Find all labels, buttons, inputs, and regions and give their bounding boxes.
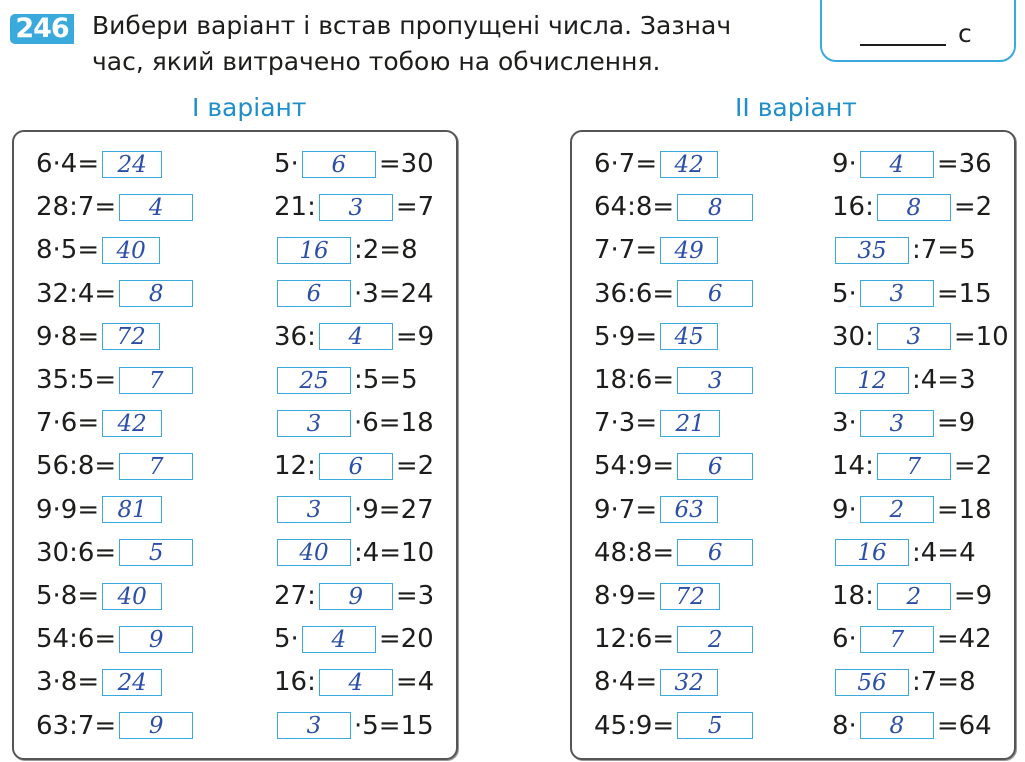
equation-suffix: ·5=15	[354, 710, 434, 741]
equation-prefix: 14:	[832, 451, 874, 482]
equation-prefix: 5·9=	[594, 321, 658, 352]
equation-prefix: 5·8=	[36, 581, 100, 611]
equation-row	[36, 621, 196, 657]
equation-prefix: 32:4=	[36, 278, 117, 309]
equation-row	[274, 319, 434, 355]
equation-row	[594, 448, 756, 484]
equation-row	[832, 708, 992, 744]
answer-box[interactable]: 4	[302, 626, 376, 653]
equation-row	[594, 232, 721, 268]
equation-row	[594, 621, 756, 657]
answer-box[interactable]: 24	[102, 151, 162, 178]
answer-box[interactable]: 56	[835, 669, 909, 696]
answer-box[interactable]: 4	[860, 151, 934, 178]
equation-row	[832, 362, 976, 398]
equation-suffix: =30	[378, 149, 434, 179]
equation-prefix: 9·9=	[36, 494, 100, 525]
answer-box[interactable]: 72	[660, 583, 720, 610]
equation-row	[36, 405, 165, 441]
equation-row	[594, 276, 756, 312]
equation-row	[274, 708, 434, 744]
equation-suffix: =9	[953, 581, 993, 611]
equation-prefix: 18:6=	[594, 365, 675, 395]
equation-row	[832, 448, 992, 484]
equation-row	[832, 189, 992, 225]
answer-box[interactable]: 4	[319, 669, 393, 696]
equation-row	[832, 664, 976, 700]
answer-box[interactable]: 35	[835, 237, 909, 264]
equation-suffix: :7=5	[912, 235, 976, 266]
answer-box[interactable]: 3	[277, 712, 351, 739]
answer-box[interactable]: 7	[860, 626, 934, 653]
equation-prefix: 21:	[274, 192, 316, 223]
equation-prefix: 27:	[274, 581, 316, 611]
equation-row	[832, 405, 975, 441]
answer-box[interactable]: 24	[102, 669, 162, 696]
answer-box[interactable]: 63	[660, 496, 718, 523]
answer-box[interactable]: 12	[835, 367, 909, 394]
equation-prefix: 8·5=	[36, 235, 100, 266]
equation-prefix: 7·3=	[594, 408, 658, 439]
equation-row	[594, 535, 756, 571]
answer-box[interactable]: 5	[119, 539, 193, 566]
task-number-badge: 246	[10, 14, 74, 44]
equation-suffix: =2	[953, 192, 993, 223]
equation-row	[36, 189, 196, 225]
equation-row	[594, 362, 756, 398]
answer-box[interactable]: 32	[660, 669, 718, 696]
answer-box[interactable]: 72	[102, 323, 160, 350]
answer-box[interactable]: 6	[677, 453, 753, 480]
equation-suffix: :4=10	[354, 537, 435, 568]
equation-prefix: 6·	[832, 624, 857, 655]
answer-box[interactable]: 45	[660, 323, 718, 350]
equation-prefix: 7·7=	[594, 235, 658, 266]
answer-box[interactable]: 16	[277, 237, 351, 264]
equation-prefix: 48:8=	[594, 537, 675, 568]
equation-prefix: 6·7=	[594, 149, 658, 179]
equation-prefix: 54:9=	[594, 451, 675, 482]
instruction-line-2: час, який витрачено тобою на обчислення.	[92, 47, 661, 76]
equation-prefix: 35:5=	[36, 365, 117, 395]
equation-row	[274, 492, 434, 528]
equation-suffix: :4=3	[912, 365, 976, 395]
equation-prefix: 9·8=	[36, 321, 100, 352]
equation-prefix: 9·	[832, 494, 857, 525]
equation-prefix: 36:	[274, 321, 316, 352]
equation-row	[36, 319, 163, 355]
answer-box[interactable]: 4	[319, 323, 393, 350]
equation-prefix: 30:	[832, 321, 874, 352]
equation-prefix: 5·	[274, 624, 299, 655]
equation-suffix: =7	[395, 192, 435, 223]
equation-prefix: 56:8=	[36, 451, 117, 482]
variant-2-panel	[570, 130, 1016, 760]
answer-box[interactable]: 3	[677, 367, 753, 394]
answer-box[interactable]: 3	[277, 410, 351, 437]
equation-row	[832, 276, 992, 312]
equation-prefix: 54:6=	[36, 624, 117, 655]
equation-row	[594, 405, 723, 441]
equation-suffix: ·6=18	[354, 408, 434, 439]
equation-row	[594, 146, 721, 182]
answer-box[interactable]: 3	[877, 323, 951, 350]
answer-box[interactable]: 9	[119, 712, 193, 739]
time-entry-line[interactable]	[860, 44, 946, 46]
answer-box[interactable]: 8	[860, 712, 934, 739]
equation-prefix: 12:	[274, 451, 316, 482]
equation-prefix: 5·	[832, 278, 857, 309]
equation-suffix: =9	[936, 408, 976, 439]
answer-box[interactable]: 6	[677, 539, 753, 566]
equation-row	[274, 276, 434, 312]
equation-prefix: 28:7=	[36, 192, 117, 223]
equation-prefix: 16:	[832, 192, 874, 223]
answer-box[interactable]: 42	[102, 410, 162, 437]
equation-row	[36, 448, 196, 484]
equation-suffix: =42	[936, 624, 992, 655]
equation-row	[832, 535, 976, 571]
equation-row	[274, 405, 434, 441]
equation-prefix: 6·4=	[36, 149, 100, 179]
answer-box[interactable]: 40	[102, 237, 160, 264]
equation-row	[832, 319, 1009, 355]
answer-box[interactable]: 5	[677, 712, 753, 739]
equation-suffix: ·9=27	[354, 494, 434, 525]
equation-prefix: 45:9=	[594, 710, 675, 741]
equation-prefix: 63:7=	[36, 710, 117, 741]
equation-row	[36, 664, 165, 700]
equation-prefix: 36:6=	[594, 278, 675, 309]
equation-row	[36, 708, 196, 744]
equation-row	[594, 664, 721, 700]
equation-suffix: :2=8	[354, 235, 418, 266]
equation-row	[36, 362, 196, 398]
equation-row	[274, 448, 434, 484]
answer-box[interactable]: 8	[677, 194, 753, 221]
equation-prefix: 8·	[832, 710, 857, 741]
answer-box[interactable]: 16	[835, 539, 909, 566]
variant-2-title: ІІ варіант	[735, 93, 857, 122]
equation-row	[274, 535, 434, 571]
equation-row	[594, 578, 723, 614]
task-instruction	[92, 8, 792, 80]
answer-box[interactable]: 9	[319, 583, 393, 610]
equation-suffix: =36	[936, 149, 992, 179]
equation-prefix: 7·6=	[36, 408, 100, 439]
answer-box[interactable]: 3	[319, 194, 393, 221]
equation-suffix: =9	[395, 321, 435, 352]
answer-box[interactable]: 25	[277, 367, 351, 394]
equation-prefix: 30:6=	[36, 537, 117, 568]
answer-box[interactable]: 2	[860, 496, 934, 523]
equation-row	[274, 232, 418, 268]
answer-box[interactable]: 81	[102, 496, 162, 523]
answer-box[interactable]: 21	[660, 410, 720, 437]
equation-row	[832, 578, 992, 614]
equation-row	[594, 319, 721, 355]
equation-prefix: 9·	[832, 149, 857, 179]
answer-box[interactable]: 8	[877, 194, 951, 221]
equation-suffix: =64	[936, 710, 992, 741]
time-unit-label: с	[958, 19, 972, 48]
equation-row	[36, 535, 196, 571]
equation-row	[832, 232, 976, 268]
equation-row	[36, 232, 163, 268]
equation-suffix: :7=8	[912, 667, 976, 698]
variant-1-panel	[12, 130, 458, 760]
answer-box[interactable]: 2	[877, 583, 951, 610]
time-entry-box	[820, 0, 1016, 62]
equation-suffix: =2	[953, 451, 993, 482]
equation-suffix: =15	[936, 278, 992, 309]
answer-box[interactable]: 3	[860, 410, 934, 437]
equation-prefix: 3·8=	[36, 667, 100, 698]
answer-box[interactable]: 6	[302, 151, 376, 178]
equation-prefix: 18:	[832, 581, 874, 611]
equation-suffix: :4=4	[912, 537, 976, 568]
answer-box[interactable]: 40	[102, 583, 162, 610]
equation-row	[36, 276, 196, 312]
equation-prefix: 3·	[832, 408, 857, 439]
equation-row	[594, 189, 756, 225]
answer-box[interactable]: 3	[277, 496, 351, 523]
variant-1-title: І варіант	[192, 93, 307, 122]
answer-box[interactable]: 40	[277, 539, 351, 566]
equation-row	[832, 146, 992, 182]
answer-box[interactable]: 7	[877, 453, 951, 480]
answer-box[interactable]: 49	[660, 237, 718, 264]
instruction-line-1: Вибери варіант і встав пропущені числа. Зазнач	[92, 11, 732, 40]
equation-row	[36, 146, 165, 182]
equation-prefix: 8·4=	[594, 667, 658, 698]
answer-box[interactable]: 6	[319, 453, 393, 480]
equation-prefix: 12:6=	[594, 624, 675, 655]
equation-suffix: ·3=24	[354, 278, 434, 309]
answer-box[interactable]: 42	[660, 151, 718, 178]
answer-box[interactable]: 4	[119, 194, 193, 221]
equation-prefix: 5·	[274, 149, 299, 179]
equation-row	[36, 492, 165, 528]
equation-suffix: =20	[378, 624, 434, 655]
equation-prefix: 8·9=	[594, 581, 658, 611]
equation-row	[274, 621, 434, 657]
equation-row	[832, 621, 992, 657]
answer-box[interactable]: 2	[677, 626, 753, 653]
equation-row	[594, 492, 721, 528]
equation-suffix: =10	[953, 321, 1009, 352]
answer-box[interactable]: 6	[277, 280, 351, 307]
equation-prefix: 16:	[274, 667, 316, 698]
answer-box[interactable]: 9	[119, 626, 193, 653]
equation-suffix: :5=5	[354, 365, 418, 395]
equation-suffix: =4	[395, 667, 435, 698]
equation-suffix: =2	[395, 451, 435, 482]
equation-row	[274, 146, 434, 182]
equation-row	[594, 708, 756, 744]
equation-suffix: =18	[936, 494, 992, 525]
equation-prefix: 9·7=	[594, 494, 658, 525]
answer-box[interactable]: 7	[119, 453, 193, 480]
answer-box[interactable]: 3	[860, 280, 934, 307]
equation-row	[274, 578, 434, 614]
equation-row	[274, 362, 418, 398]
equation-suffix: =3	[395, 581, 435, 611]
equation-row	[36, 578, 165, 614]
answer-box[interactable]: 6	[677, 280, 753, 307]
equation-row	[832, 492, 992, 528]
answer-box[interactable]: 7	[119, 367, 193, 394]
equation-row	[274, 189, 434, 225]
equation-row	[274, 664, 434, 700]
answer-box[interactable]: 8	[119, 280, 193, 307]
equation-prefix: 64:8=	[594, 192, 675, 223]
